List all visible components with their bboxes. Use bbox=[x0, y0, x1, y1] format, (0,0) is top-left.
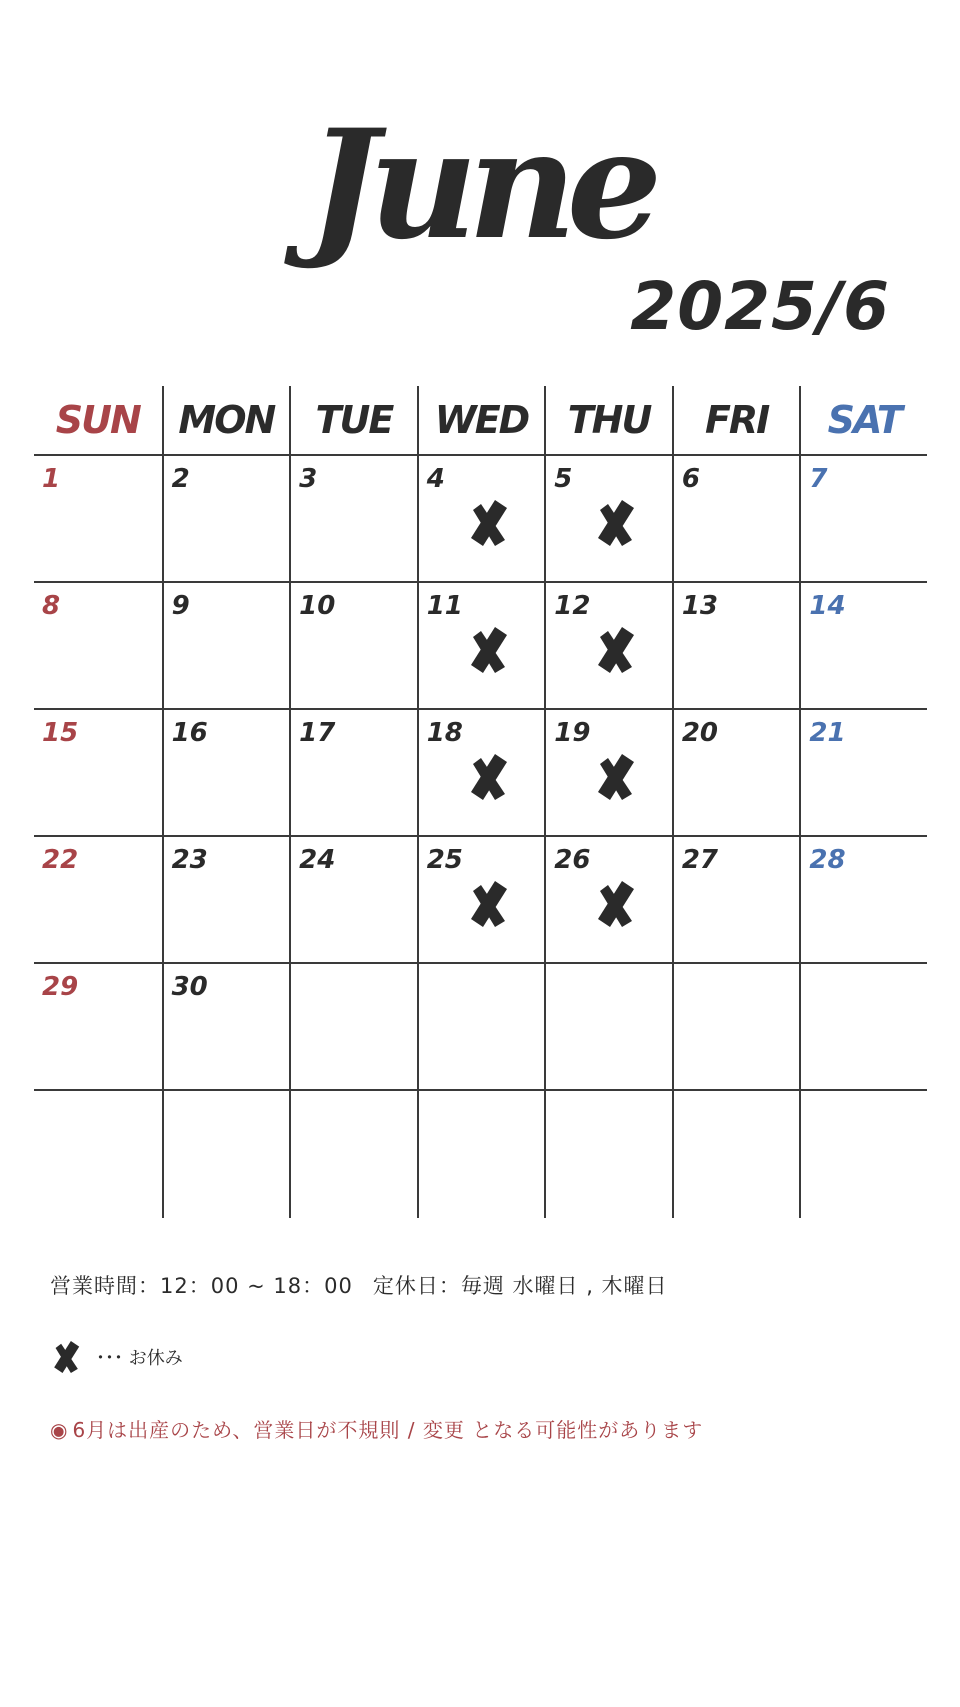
day-number: 28 bbox=[809, 845, 846, 875]
day-cell-7 bbox=[799, 456, 927, 583]
day-number: 26 bbox=[554, 845, 591, 875]
day-cell-23 bbox=[162, 837, 290, 964]
legend bbox=[50, 1338, 910, 1376]
day-number: 30 bbox=[171, 972, 208, 1002]
day-number: 2 bbox=[171, 464, 190, 494]
day-cell-1 bbox=[34, 456, 162, 583]
calendar-grid bbox=[34, 386, 927, 1218]
day-cell-10 bbox=[289, 583, 417, 710]
day-cell-24 bbox=[289, 837, 417, 964]
weekday-header-row bbox=[34, 386, 927, 456]
day-cell-11 bbox=[417, 583, 545, 710]
day-number: 12 bbox=[554, 591, 591, 621]
empty-day-cell bbox=[162, 1091, 290, 1218]
day-cell-25 bbox=[417, 837, 545, 964]
empty-day-cell bbox=[289, 1091, 417, 1218]
empty-day-cell bbox=[544, 964, 672, 1091]
calendar-days bbox=[34, 456, 927, 1218]
regular-closed-days-text: 定休日：毎週 水曜日 , 木曜日 bbox=[372, 1274, 668, 1298]
day-number: 6 bbox=[681, 464, 700, 494]
legend-text: ･･･ お休み bbox=[96, 1348, 183, 1369]
day-cell-30 bbox=[162, 964, 290, 1091]
weekday-sun: SUN bbox=[55, 398, 140, 442]
day-number: 13 bbox=[681, 591, 719, 621]
closed-mark-icon bbox=[592, 496, 638, 550]
empty-day-cell bbox=[289, 964, 417, 1091]
day-cell-2 bbox=[162, 456, 290, 583]
day-cell-27 bbox=[672, 837, 800, 964]
day-cell-29 bbox=[34, 964, 162, 1091]
closed-mark-icon bbox=[592, 877, 638, 931]
day-cell-28 bbox=[799, 837, 927, 964]
day-cell-5 bbox=[544, 456, 672, 583]
weekday-mon: MON bbox=[162, 386, 290, 454]
day-number: 17 bbox=[299, 718, 336, 748]
weekday-tue: TUE bbox=[289, 386, 417, 454]
notice-bullet-icon: ◉ bbox=[50, 1418, 69, 1442]
day-number: 11 bbox=[426, 591, 463, 621]
empty-day-cell bbox=[799, 964, 927, 1091]
day-number: 24 bbox=[299, 845, 336, 875]
weekday-thu: THU bbox=[544, 386, 672, 454]
day-cell-16 bbox=[162, 710, 290, 837]
notice-text: 6月は出産のため、営業日が不規則 / 変更 となる可能性があります bbox=[72, 1418, 704, 1442]
day-cell-21 bbox=[799, 710, 927, 837]
weekday-wed: WED bbox=[417, 386, 545, 454]
empty-day-cell bbox=[417, 964, 545, 1091]
weekday-sat: SAT bbox=[799, 386, 927, 454]
day-number: 5 bbox=[554, 464, 573, 494]
day-cell-14 bbox=[799, 583, 927, 710]
day-number: 27 bbox=[681, 845, 719, 875]
day-cell-17 bbox=[289, 710, 417, 837]
day-number: 20 bbox=[681, 718, 719, 748]
day-cell-18 bbox=[417, 710, 545, 837]
day-cell-12 bbox=[544, 583, 672, 710]
day-number: 4 bbox=[426, 464, 445, 494]
day-number: 18 bbox=[426, 718, 463, 748]
day-cell-22 bbox=[34, 837, 162, 964]
day-number: 1 bbox=[42, 464, 61, 494]
empty-day-cell bbox=[34, 1091, 162, 1218]
day-cell-9 bbox=[162, 583, 290, 710]
day-number: 23 bbox=[171, 845, 208, 875]
year-month-label: 2025/6 bbox=[630, 268, 890, 345]
closed-mark-icon bbox=[465, 623, 511, 677]
day-cell-6 bbox=[672, 456, 800, 583]
day-number: 15 bbox=[42, 718, 79, 748]
day-cell-13 bbox=[672, 583, 800, 710]
month-title: June bbox=[307, 97, 653, 273]
business-hours-text: 営業時間：12：00 ~ 18：00 bbox=[50, 1274, 353, 1298]
day-number: 10 bbox=[299, 591, 336, 621]
business-hours-line bbox=[50, 1270, 910, 1300]
day-cell-15 bbox=[34, 710, 162, 837]
day-cell-20 bbox=[672, 710, 800, 837]
day-number: 3 bbox=[299, 464, 318, 494]
day-number: 25 bbox=[426, 845, 463, 875]
closed-mark-icon bbox=[592, 623, 638, 677]
day-number: 21 bbox=[809, 718, 846, 748]
empty-day-cell bbox=[799, 1091, 927, 1218]
empty-day-cell bbox=[672, 964, 800, 1091]
day-number: 19 bbox=[554, 718, 591, 748]
day-cell-19 bbox=[544, 710, 672, 837]
day-number: 8 bbox=[42, 591, 61, 621]
day-number: 16 bbox=[171, 718, 208, 748]
empty-day-cell bbox=[417, 1091, 545, 1218]
day-cell-26 bbox=[544, 837, 672, 964]
empty-day-cell bbox=[672, 1091, 800, 1218]
closed-mark-icon bbox=[465, 496, 511, 550]
day-number: 29 bbox=[42, 972, 79, 1002]
closed-mark-icon bbox=[465, 877, 511, 931]
day-number: 7 bbox=[809, 464, 828, 494]
notice bbox=[50, 1414, 910, 1443]
weekday-fri: FRI bbox=[672, 386, 800, 454]
closed-mark-icon bbox=[465, 750, 511, 804]
day-number: 22 bbox=[42, 845, 79, 875]
footer-info bbox=[50, 1270, 910, 1443]
closed-mark-icon bbox=[592, 750, 638, 804]
day-number: 14 bbox=[809, 591, 846, 621]
day-number: 9 bbox=[171, 591, 190, 621]
day-cell-4 bbox=[417, 456, 545, 583]
day-cell-3 bbox=[289, 456, 417, 583]
empty-day-cell bbox=[544, 1091, 672, 1218]
day-cell-8 bbox=[34, 583, 162, 710]
closed-mark-icon bbox=[50, 1338, 82, 1376]
